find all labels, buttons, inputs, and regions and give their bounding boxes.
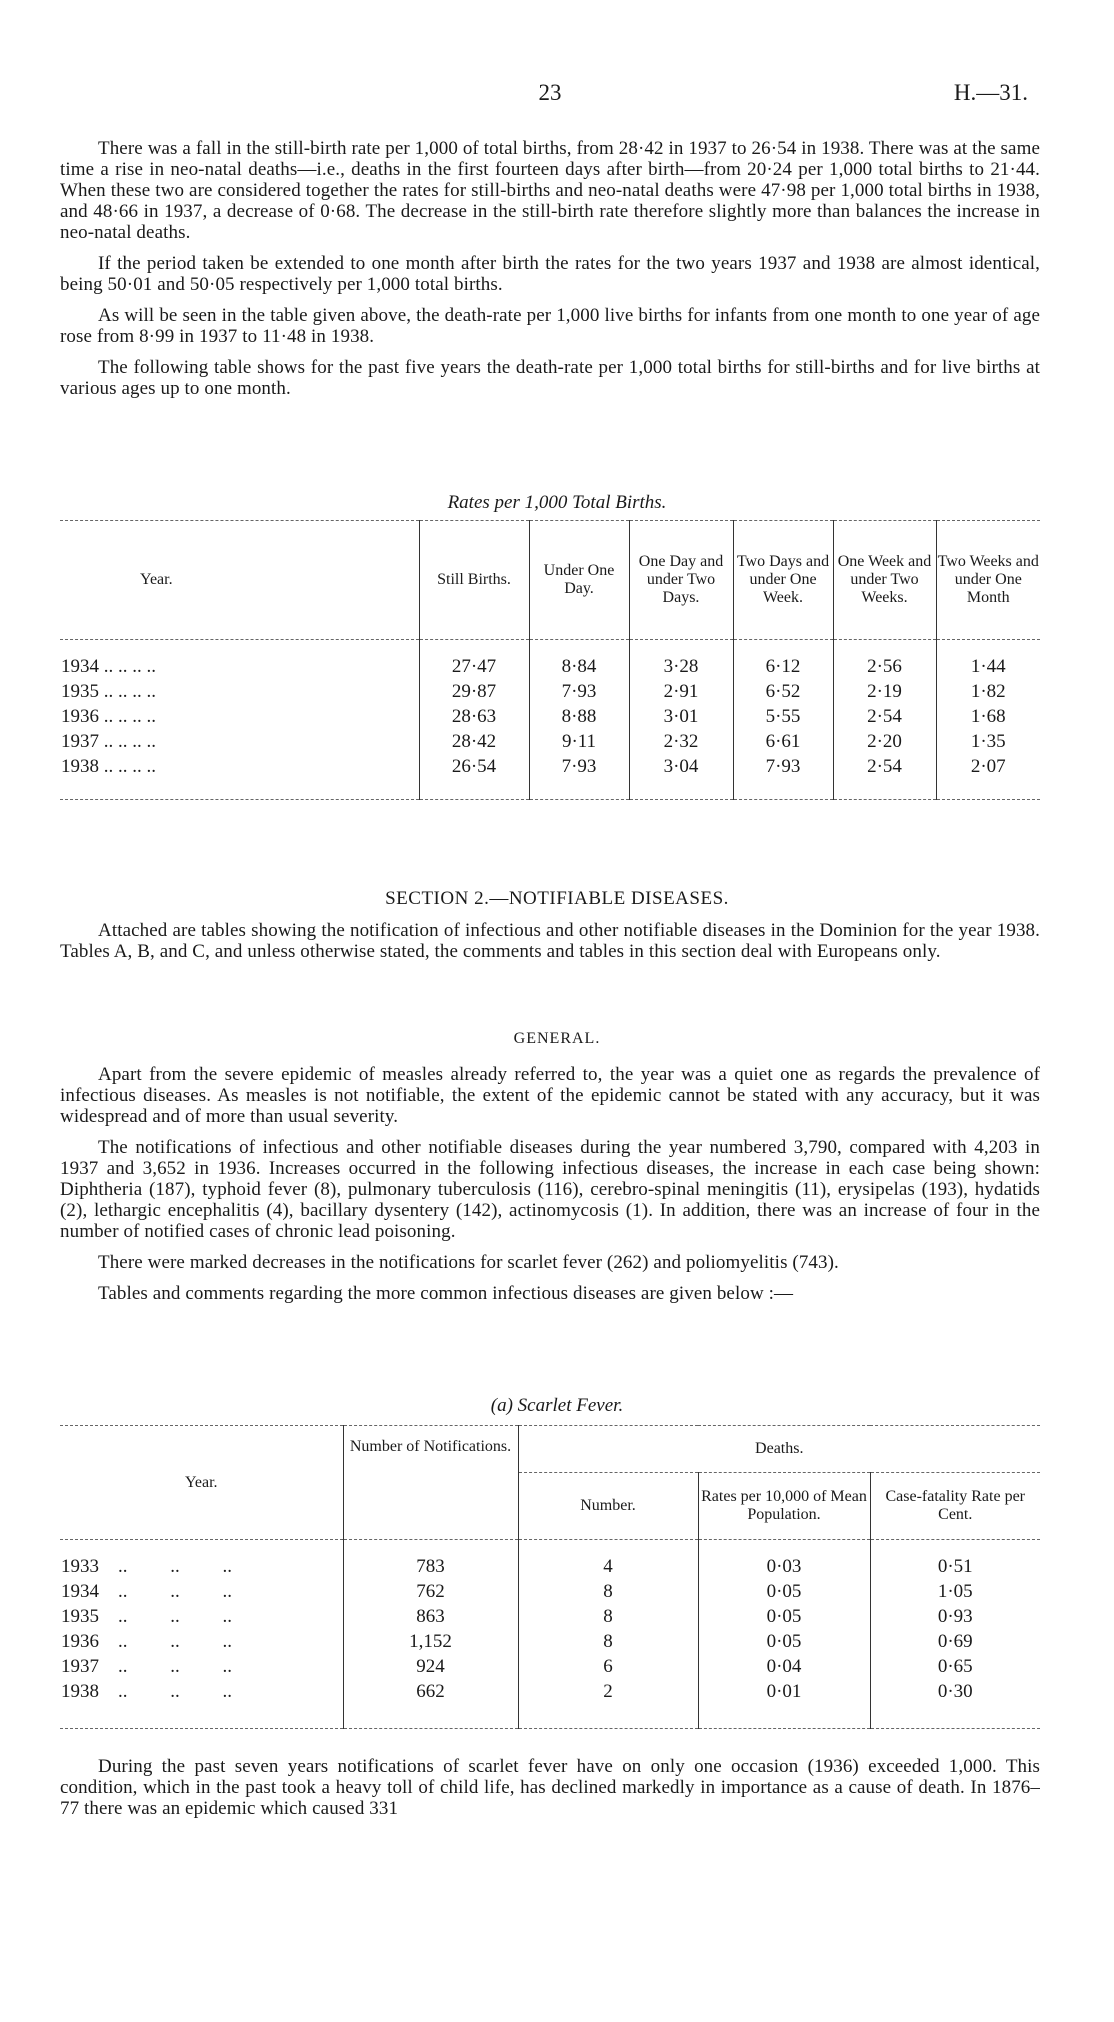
- two-weeks-one-month-column: 1·44 1·82 1·68 1·35 2·07: [936, 640, 1040, 800]
- table-row: 1938 .. .. .. ..: [61, 756, 156, 777]
- birth-rates-table: [60, 520, 1040, 800]
- table-row: 1938 .. .. ..: [61, 1681, 232, 1702]
- header-year: Year.: [140, 571, 173, 588]
- header-notifications: Number of Notifications.: [343, 1426, 518, 1540]
- notifications-column: 783 762 863 1,152 924 662: [343, 1540, 518, 1729]
- table-row: 1936 .. .. .. ..: [61, 706, 156, 727]
- two-days-one-week-column: 6·12 6·52 5·55 6·61 7·93: [733, 640, 833, 800]
- header-one-to-two-days: One Day and under Two Days.: [629, 521, 733, 640]
- one-two-days-column: 3·28 2·91 3·01 2·32 3·04: [629, 640, 733, 800]
- still-births-column: 27·47 29·87 28·63 28·42 26·54: [419, 640, 529, 800]
- header-number: Number.: [518, 1473, 698, 1540]
- header-fatality: Case-fatality Rate per Cent.: [870, 1473, 1040, 1540]
- fatality-column: 0·51 1·05 0·93 0·69 0·65 0·30: [870, 1540, 1040, 1729]
- table-row: 1934 .. .. .. ..: [61, 656, 156, 677]
- deaths-number-column: 4 8 8 8 6 2: [518, 1540, 698, 1729]
- paragraph: Tables and comments regarding the more common infectious diseases are given below :—: [98, 1283, 794, 1304]
- section-intro: [60, 920, 1040, 962]
- general-text: [60, 1064, 1040, 1304]
- paragraph: If the period taken be extended to one month after birth the rates for the two years 1937 and 1938 are almost identical, being 50·01 and 50·05 respectively per 1,000 total births.: [60, 253, 1040, 295]
- scarlet-fever-table: [60, 1425, 1040, 1729]
- table-row: 1934 .. .. ..: [61, 1581, 232, 1602]
- header-rates: Rates per 10,000 of Mean Population.: [698, 1473, 870, 1540]
- closing-text: [60, 1756, 1040, 1819]
- table-row: 1935 .. .. ..: [61, 1606, 232, 1627]
- rates-column: 0·03 0·05 0·05 0·05 0·04 0·01: [698, 1540, 870, 1729]
- year-column: [60, 640, 419, 800]
- table-row: 1937 .. .. .. ..: [61, 731, 156, 752]
- one-two-weeks-column: 2·56 2·19 2·54 2·20 2·54: [833, 640, 936, 800]
- paragraph: Apart from the severe epidemic of measles already referred to, the year was a quiet one as regards the prevalence of infectious diseases. As measles is not notifiable, the extent of the epidemic cannot be stated with any accuracy, but it was widespread and of more than usual severity.: [60, 1064, 1040, 1127]
- header-deaths: Deaths.: [518, 1426, 1040, 1473]
- header-still-births: Still Births.: [419, 521, 529, 640]
- table-row: 1935 .. .. .. ..: [61, 681, 156, 702]
- page-number: 23: [538, 80, 562, 105]
- table1-caption: Rates per 1,000 Total Births.: [447, 492, 667, 513]
- section-title: SECTION 2.—NOTIFIABLE DISEASES.: [385, 888, 729, 909]
- document-reference: H.—31.: [953, 80, 1028, 105]
- paragraph: The notifications of infectious and other notifiable diseases during the year numbered 3,790, compared with 4,203 in 1937 and 3,652 in 1936. Increases occurred in the following infectious diseases, the increase in each case being shown: Diphtheria (187), typhoid fever (8), pulmonary tuberculosis (116), cerebro-spinal meningitis (11), erysipelas (193), hydatids (2), lethargic encephalitis (4), bacillary dysentery (142), actinomycosis (1). In addition, there was an increase of four in the number of notified cases of chronic lead poisoning.: [60, 1137, 1040, 1242]
- table2-caption: (a) Scarlet Fever.: [490, 1395, 624, 1416]
- year-column: [60, 1540, 343, 1729]
- general-heading: GENERAL.: [513, 1030, 601, 1047]
- page-header: [60, 80, 1040, 110]
- header-two-weeks-one-month: Two Weeks and under One Month: [936, 521, 1040, 640]
- table-row: 1936 .. .. ..: [61, 1631, 232, 1652]
- header-year: Year.: [184, 1473, 218, 1491]
- table-row: 1933 .. .. ..: [61, 1556, 232, 1577]
- paragraph: There was a fall in the still-birth rate per 1,000 of total births, from 28·42 in 1937 to 26·54 in 1938. There was at the same time a rise in neo-natal deaths—i.e., deaths in the first fourteen days after birth—from 20·24 per 1,000 total births to 21·44. When these two are considered together the rates for still-births and neo-natal deaths were 47·98 per 1,000 total births in 1938, and 48·66 in 1937, a decrease of 0·68. The decrease in the still-birth rate therefore slightly more than balances the increase in neo-natal deaths.: [60, 138, 1040, 243]
- paragraph: The following table shows for the past five years the death-rate per 1,000 total births for still-births and for live births at various ages up to one month.: [60, 357, 1040, 399]
- header-one-two-weeks: One Week and under Two Weeks.: [833, 521, 936, 640]
- under-one-day-column: 8·84 7·93 8·88 9·11 7·93: [529, 640, 629, 800]
- table-row: 1937 .. .. ..: [61, 1656, 232, 1677]
- paragraph: During the past seven years notifications of scarlet fever have on only one occasion (1936) exceeded 1,000. This condition, which in the past took a heavy toll of child life, has declined markedly in importance as a cause of death. In 1876–77 there was an epidemic which caused 331: [60, 1756, 1040, 1819]
- header-under-one-day: Under One Day.: [529, 521, 629, 640]
- paragraph: Attached are tables showing the notification of infectious and other notifiable diseases in the Dominion for the year 1938. Tables A, B, and C, and unless otherwise stated, the comments and tables in this section deal with Europeans only.: [60, 920, 1040, 962]
- paragraph: There were marked decreases in the notifications for scarlet fever (262) and poliomyelitis (743).: [98, 1252, 839, 1273]
- paragraph: As will be seen in the table given above, the death-rate per 1,000 live births for infants from one month to one year of age rose from 8·99 in 1937 to 11·48 in 1938.: [60, 305, 1040, 347]
- intro-text: [60, 138, 1040, 399]
- header-two-days-one-week: Two Days and under One Week.: [733, 521, 833, 640]
